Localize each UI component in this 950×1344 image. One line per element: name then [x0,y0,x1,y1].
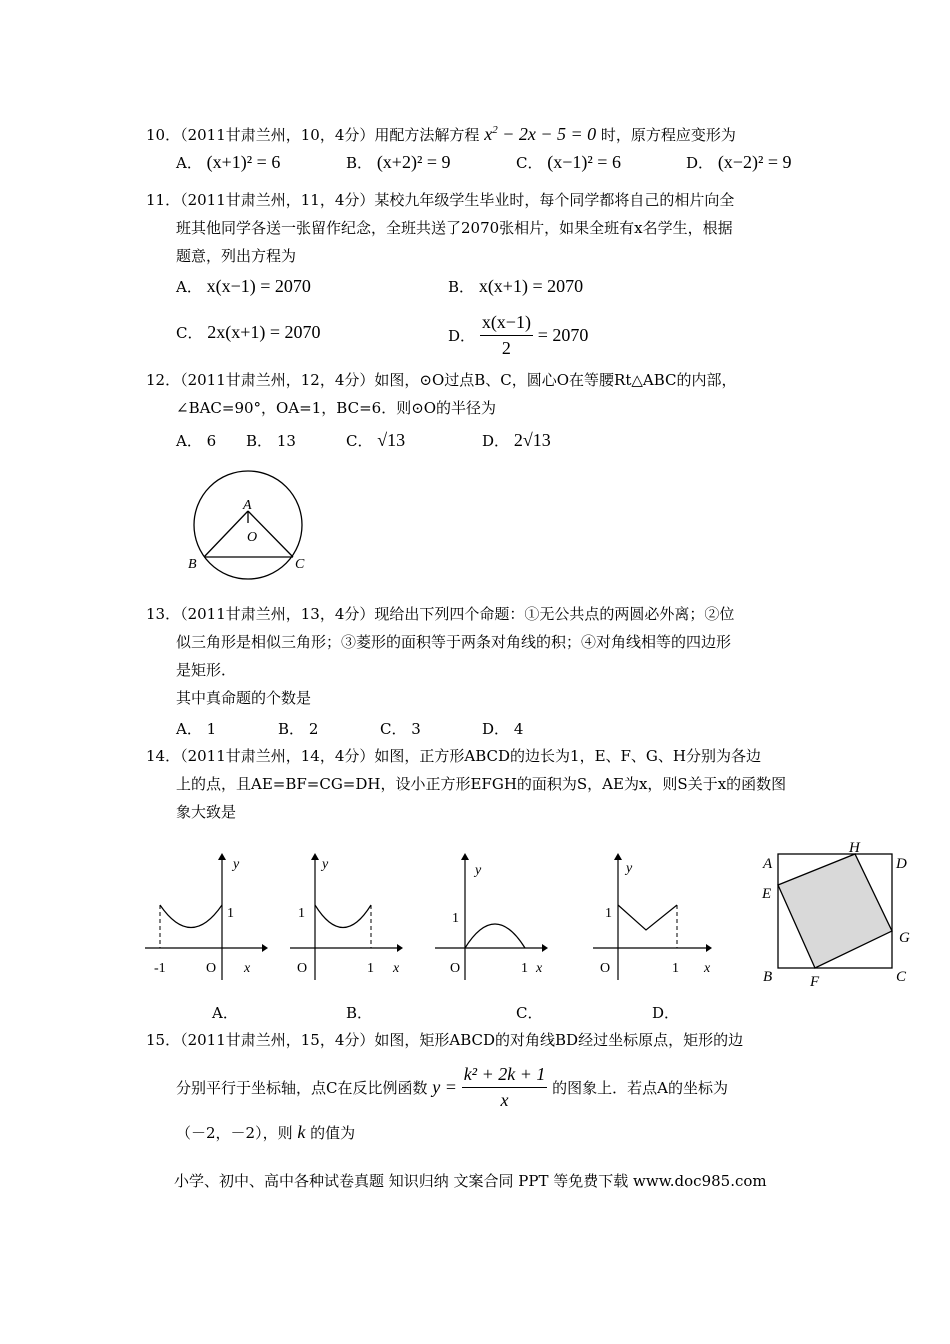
q15-line3-pre: （－2，－2），则 [176,1124,293,1142]
x-arrow-icon [706,944,712,952]
option-expr: 2 [308,720,319,738]
option-label: A． [176,154,202,172]
q13-line3: 是矩形． [176,661,237,679]
q10-option-a [176,152,280,173]
q14-graph-d [588,850,718,980]
q11-fraction [480,312,533,359]
q13-line1: 13．（2011甘肃兰州，13，4分）现给出下列四个命题：①无公共点的两圆必外离；②位 [146,605,735,623]
q13-line4: 其中真命题的个数是 [176,689,312,707]
q14-caption-c: C． [516,1004,543,1022]
tick-neg-one: -1 [154,961,166,976]
option-label: A． [176,432,202,450]
q14-graph-b [285,850,415,980]
q14-line2: 上的点，且AE=BF=CG=DH，设小正方形EFGH的面积为S，AE为x，则S关于x的函数图 [176,775,787,793]
option-label: A． [176,720,202,738]
q14-graph-c [430,850,560,980]
option-expr: 4 [513,720,524,738]
label-c: C [295,557,305,572]
y-label: y [233,857,240,872]
fraction-denominator: 2 [501,338,511,358]
option-expr: (x+2)² = 9 [376,152,451,172]
q15-line2 [176,1064,728,1111]
option-expr: √13 [377,430,406,450]
origin-label: O [600,961,611,976]
q10-stem-tail: 时，原方程应变形为 [600,126,736,144]
q13-option-a [176,718,216,739]
q11-line3: 题意，列出方程为 [176,247,297,265]
q12-option-a [176,430,216,451]
option-expr: (x−1)² = 6 [547,152,621,172]
y-arrow-icon [614,853,622,860]
circle-o [194,471,302,579]
segment-ab [204,511,248,557]
option-expr: x(x−1) = 2070 [206,276,311,296]
label-d: D [896,856,907,872]
option-label: D． [482,720,510,738]
label-f: F [810,974,820,990]
q10-option-c [516,152,621,173]
option-label: A． [176,278,202,296]
page-footer[interactable]: 小学、初中、高中各种试卷真题 知识归纳 文案合同 PPT 等免费下载 www.doc985.com [174,1172,767,1190]
q13-option-d [482,718,523,739]
q14-square-figure [758,838,918,993]
q11-option-b [448,276,583,297]
q14-caption-b: B． [346,1004,373,1022]
curve [315,905,371,928]
option-expr: 13 [276,432,296,450]
option-label: C． [346,432,373,450]
label-a: A [243,498,252,513]
q10-stem-text: 10．（2011甘肃兰州，10，4分）用配方法解方程 [146,126,480,144]
x-label: x [244,961,251,976]
q12-line1: 12．（2011甘肃兰州，12，4分）如图，⊙O过点B、C，圆心O在等腰Rt△ABC的内部， [146,371,737,389]
q15-var-k: k [297,1122,306,1142]
q11-line2: 班其他同学各送一张留作纪念，全班共送了2070张相片，如果全班有x名学生，根据 [176,219,733,237]
q15-line3-post: 的值为 [310,1124,356,1142]
label-e: E [762,886,772,902]
option-label: D． [482,432,510,450]
square-efgh [778,854,892,968]
option-label: B． [346,154,373,172]
label-h: H [849,840,860,856]
q10-option-b [346,152,451,173]
option-expr: 3 [411,720,421,738]
label-b: B [763,969,773,985]
option-expr: 2x(x+1) = 2070 [207,322,321,342]
option-label: C． [516,154,543,172]
option-expr: (x+1)² = 6 [206,152,281,172]
q11-line1: 11．（2011甘肃兰州，11，4分）某校九年级学生毕业时，每个同学都将自己的相片向全 [146,191,735,209]
origin-label: O [297,961,308,976]
q12-circle-figure [180,465,320,580]
q15-line2-post: 的图象上．若点A的坐标为 [552,1079,728,1097]
q10-option-d [686,152,792,173]
q15-line3 [176,1122,355,1143]
q14-caption-d: D． [652,1004,680,1022]
option-label: D． [686,154,714,172]
q15-line1: 15．（2011甘肃兰州，15，4分）如图，矩形ABCD的对角线BD经过坐标原点，矩形的边 [146,1031,744,1049]
option-expr: 1 [206,720,217,738]
q14-line3: 象大致是 [176,803,237,821]
x-label: x [536,961,543,976]
option-expr: 2√13 [513,430,551,450]
x-arrow-icon [262,944,268,952]
origin-label: O [450,961,461,976]
label-b: B [188,557,197,572]
tick-one: 1 [452,911,459,926]
tick-one: 1 [227,906,234,921]
v-line [618,905,677,930]
q14-caption-a: A． [212,1004,238,1022]
label-a: A [763,856,773,872]
q15-line2-pre: 分别平行于坐标轴，点C在反比例函数 [176,1079,428,1097]
q13-option-c [380,718,421,739]
fraction-numerator: k² + 2k + 1 [462,1064,548,1088]
q11-option-c [176,322,321,343]
q14-graph-a [140,850,270,980]
fraction-rhs: = 2070 [537,325,589,345]
tick-x-one: 1 [367,961,374,976]
y-label: y [475,863,482,878]
q13-option-b [278,718,318,739]
q10-stem [146,120,736,145]
q11-option-d [448,312,588,359]
q13-line2: 似三角形是相似三角形；③菱形的面积等于两条对角线的积；④对角线相等的四边形 [176,633,732,651]
option-expr: 6 [206,432,217,450]
tick-one: 1 [605,906,612,921]
x-label: x [704,961,711,976]
q14-line1: 14．（2011甘肃兰州，14，4分）如图，正方形ABCD的边长为1，E、F、G、H分别为各边 [146,747,761,765]
x-arrow-icon [542,944,548,952]
q12-line2: ∠BAC=90°，OA=1，BC=6．则⊙O的半径为 [176,399,497,417]
option-expr: x(x+1) = 2070 [478,276,584,296]
option-label: B． [246,432,273,450]
fraction-denominator: x [500,1090,509,1110]
option-label: C． [176,324,203,342]
option-label: D． [448,327,476,345]
y-arrow-icon [461,853,469,860]
label-o: O [247,530,258,545]
q12-option-b [246,430,296,451]
curve [465,924,525,948]
tick-x-one: 1 [521,961,528,976]
x-arrow-icon [397,944,403,952]
q15-fraction [462,1064,548,1111]
tick-one: 1 [298,906,305,921]
label-g: G [899,930,910,946]
q11-option-a [176,276,311,297]
func-lhs: y = [432,1077,457,1097]
origin-label: O [206,961,217,976]
q12-option-c [346,430,405,451]
option-label: B． [448,278,475,296]
label-c: C [896,969,907,985]
option-label: C． [380,720,407,738]
q12-option-d [482,430,551,451]
fraction-numerator: x(x−1) [480,312,533,336]
tick-x-one: 1 [672,961,679,976]
y-arrow-icon [218,853,226,860]
y-label: y [322,857,329,872]
option-expr: (x−2)² = 9 [717,152,792,172]
x-label: x [393,961,400,976]
y-label: y [626,861,633,876]
q10-equation: $x^2 - 2x - 5 = 0$ [484,124,597,144]
curve [160,905,222,928]
y-arrow-icon [311,853,319,860]
option-label: B． [278,720,305,738]
